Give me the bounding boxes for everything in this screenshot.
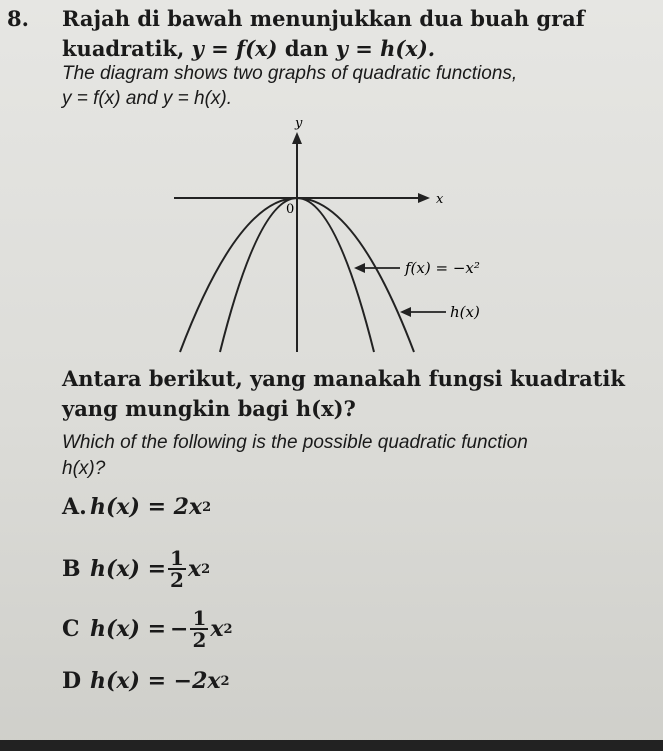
option-c[interactable] bbox=[62, 608, 233, 650]
origin-label: 0 bbox=[286, 202, 295, 217]
option-a-letter: A. bbox=[62, 494, 87, 520]
english-question-line1: Which of the following is the possible quadratic function bbox=[62, 432, 528, 453]
f-label-arrowhead bbox=[354, 263, 365, 273]
option-a[interactable] bbox=[62, 494, 211, 520]
f-label: f(x) = −x² bbox=[405, 259, 480, 277]
y-axis-label: y bbox=[295, 116, 303, 131]
option-a-exp: 2 bbox=[202, 499, 212, 515]
option-b-exp: 2 bbox=[201, 561, 211, 577]
option-d-exp: 2 bbox=[220, 673, 230, 689]
quadratic-graph-diagram bbox=[160, 112, 500, 357]
malay-intro-h: y = h(x). bbox=[335, 36, 436, 61]
question-number: 8. bbox=[7, 6, 29, 31]
option-d[interactable] bbox=[62, 668, 230, 694]
malay-intro-line1: Rajah di bawah menunjukkan dua buah graf bbox=[62, 6, 585, 31]
x-axis-label: x bbox=[436, 192, 444, 207]
option-c-sign: − bbox=[170, 616, 189, 642]
option-b-denominator: 2 bbox=[170, 568, 184, 592]
option-c-exp: 2 bbox=[223, 621, 233, 637]
malay-question-line2: yang mungkin bagi h(x)? bbox=[62, 396, 356, 421]
malay-intro-dan: dan bbox=[284, 36, 329, 61]
english-intro-line1: The diagram shows two graphs of quadratic functions, bbox=[62, 63, 518, 84]
malay-question-line1: Antara berikut, yang manakah fungsi kuadratik bbox=[62, 366, 625, 391]
y-axis-arrow bbox=[292, 132, 302, 144]
option-b-suffix: x bbox=[187, 556, 202, 582]
h-label: h(x) bbox=[450, 303, 480, 321]
option-c-prefix: h(x) = bbox=[90, 616, 167, 642]
english-question-line2: h(x)? bbox=[62, 458, 106, 479]
option-a-expr: h(x) = 2x bbox=[90, 494, 203, 520]
option-b-numerator: 1 bbox=[170, 546, 184, 570]
photo-bottom-edge bbox=[0, 740, 663, 751]
option-b-letter: B bbox=[62, 556, 81, 582]
malay-intro-f: y = f(x) bbox=[191, 36, 278, 61]
x-axis-arrow bbox=[418, 193, 430, 203]
option-c-fraction bbox=[190, 608, 208, 650]
option-b[interactable] bbox=[62, 548, 210, 590]
option-c-letter: C bbox=[62, 616, 80, 642]
option-b-prefix: h(x) = bbox=[90, 556, 167, 582]
option-b-fraction bbox=[168, 548, 186, 590]
option-c-denominator: 2 bbox=[192, 628, 207, 652]
malay-intro-line2 bbox=[62, 36, 435, 61]
h-label-arrowhead bbox=[400, 307, 411, 317]
english-intro-line2: y = f(x) and y = h(x). bbox=[62, 88, 232, 109]
option-d-expr: h(x) = −2x bbox=[90, 668, 221, 694]
option-d-letter: D bbox=[62, 668, 82, 694]
option-c-suffix: x bbox=[210, 616, 224, 642]
option-c-numerator: 1 bbox=[192, 606, 207, 630]
malay-intro-kuadratik: kuadratik, bbox=[62, 36, 185, 61]
